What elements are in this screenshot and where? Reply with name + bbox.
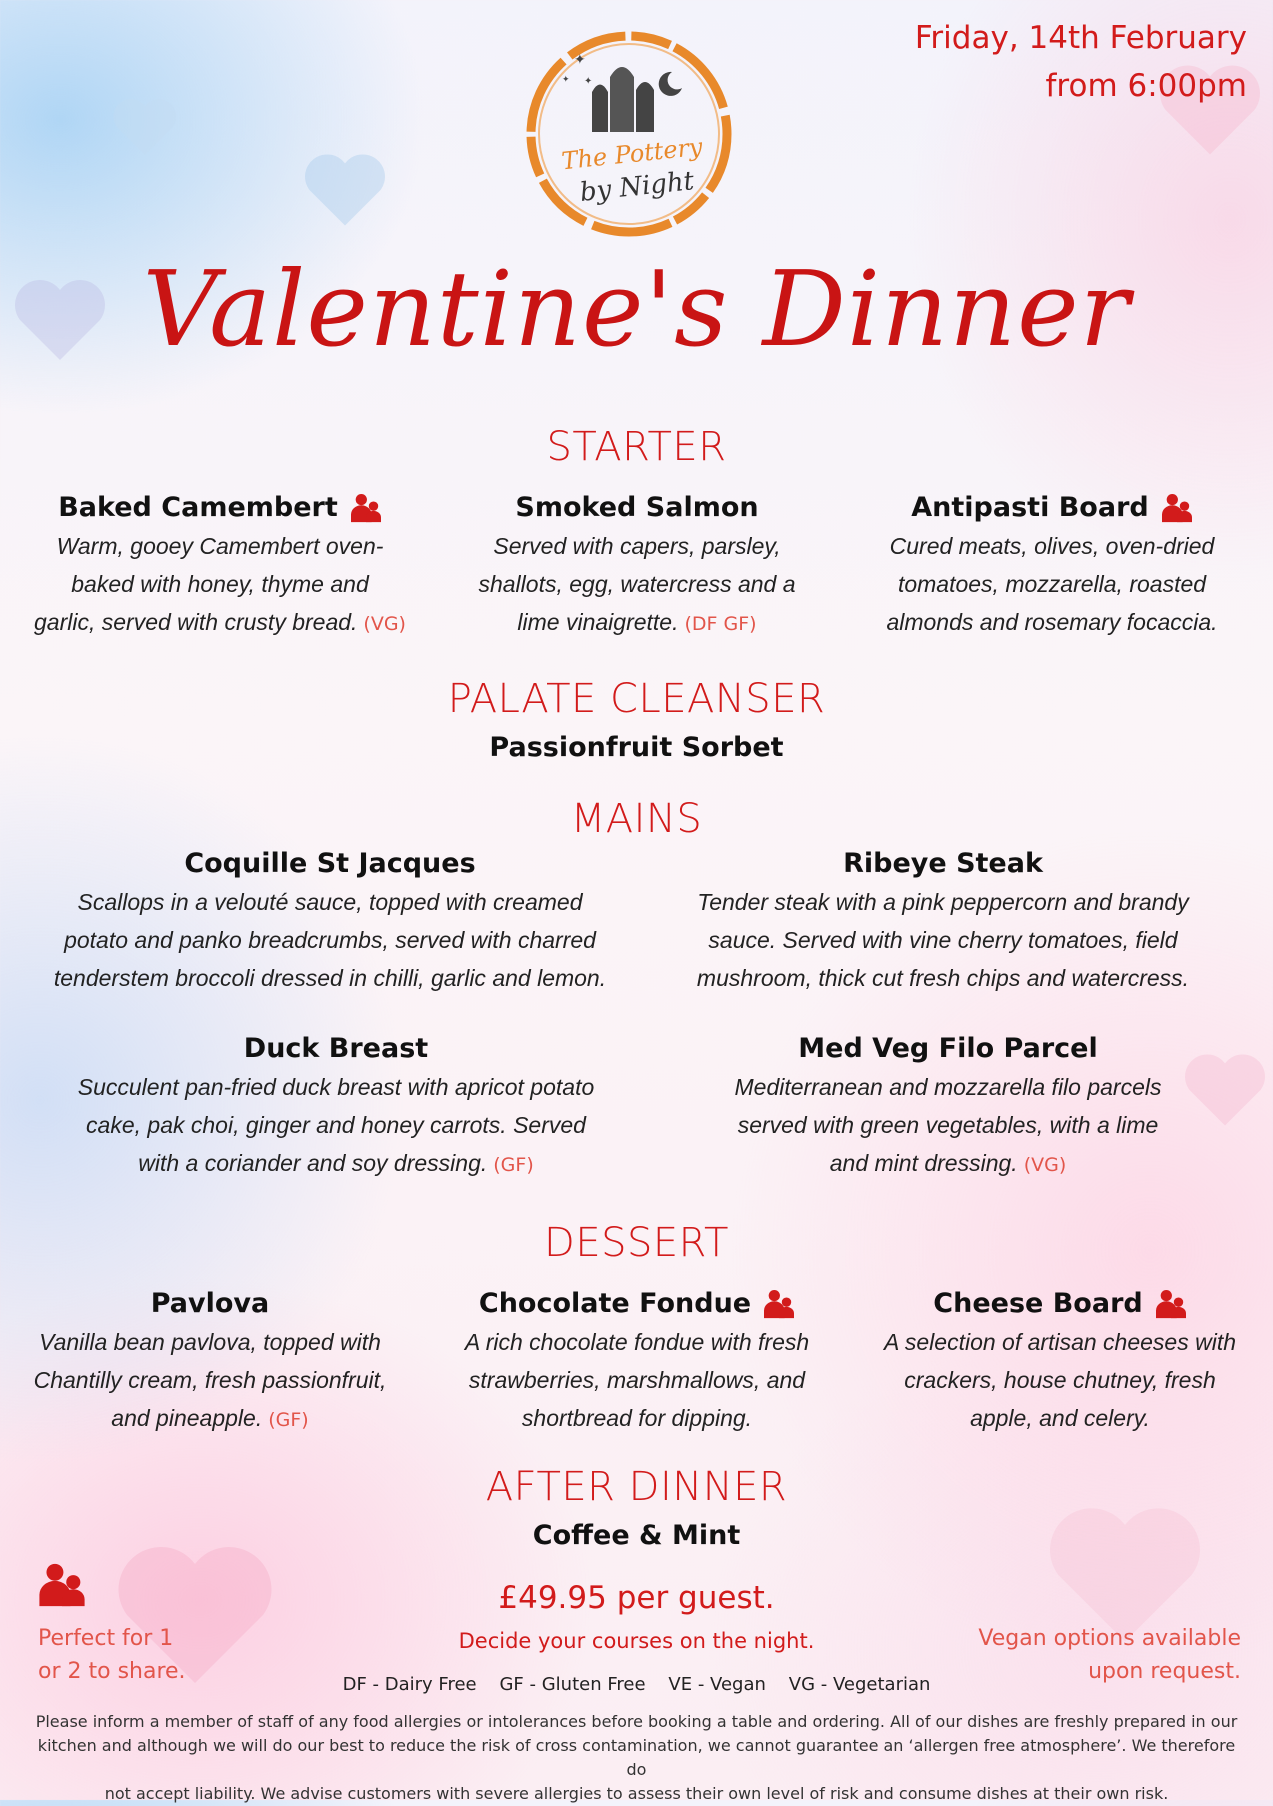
- allergy-notice: [28, 1710, 1245, 1806]
- menu-item: [648, 1033, 1248, 1184]
- diet-tag: (DF GF): [684, 613, 757, 635]
- item-name: Coquille St Jacques: [184, 848, 476, 879]
- desc-line: Served with capers, parsley,: [493, 533, 781, 559]
- item-description: [30, 1068, 642, 1184]
- desc-line: and pineapple. (GF): [111, 1405, 309, 1431]
- logo: [522, 22, 736, 244]
- desc-line: tomatoes, mozzarella, roasted: [897, 571, 1207, 597]
- desc-line: Chantilly cream, fresh passionfruit,: [33, 1367, 387, 1393]
- desc-line: mushroom, thick cut fresh chips and watercress.: [696, 965, 1190, 991]
- diet-tag: (VG): [363, 613, 406, 635]
- section-title-starter: STARTER: [546, 424, 727, 470]
- desc-line: apple, and celery.: [970, 1405, 1150, 1431]
- menu-item: [30, 848, 630, 997]
- item-description: [437, 527, 837, 643]
- item-description: [643, 883, 1243, 997]
- desc-line: Mediterranean and mozzarella filo parcels: [734, 1074, 1162, 1100]
- vegan-note-line: upon request.: [1088, 1659, 1241, 1684]
- item-name: Med Veg Filo Parcel: [798, 1033, 1098, 1064]
- allergy-line: Please inform a member of staff of any food allergies or intolerances before booking a table and ordering. All of our dishes are freshly prepared in our: [35, 1712, 1238, 1731]
- menu-item: [643, 848, 1243, 997]
- desc-line: garlic, served with crusty bread. (VG): [34, 609, 406, 635]
- item-name: Cheese Board: [933, 1288, 1143, 1319]
- svg-text:✦: ✦: [584, 76, 593, 87]
- menu-item: [0, 732, 1273, 763]
- diet-tag: (GF): [493, 1154, 534, 1176]
- desc-line: A selection of artisan cheeses with: [884, 1329, 1236, 1355]
- menu-item: [437, 492, 837, 643]
- desc-line: strawberries, marshmallows, and: [468, 1367, 806, 1393]
- menu-item: [852, 492, 1252, 641]
- svg-text:✦: ✦: [574, 51, 586, 67]
- section-title-dessert: DESSERT: [544, 1220, 729, 1266]
- heart-decoration-icon: [300, 150, 390, 230]
- share-people-icon: [763, 1289, 795, 1319]
- desc-line: Succulent pan-fried duck breast with apricot potato: [77, 1074, 595, 1100]
- item-description: [437, 1323, 837, 1437]
- section-title-mains: MAINS: [570, 796, 703, 842]
- desc-line: A rich chocolate fondue with fresh: [464, 1329, 810, 1355]
- item-name: Pavlova: [150, 1288, 270, 1319]
- desc-line: Scallops in a velouté sauce, topped with creamed: [77, 889, 583, 915]
- item-name: Chocolate Fondue: [478, 1288, 752, 1319]
- item-name-wrap: [58, 492, 382, 523]
- vegan-note-line: Vegan options available: [978, 1626, 1241, 1651]
- menu-item: [20, 492, 420, 643]
- item-name-wrap: [933, 1288, 1186, 1319]
- desc-line: with a coriander and soy dressing. (GF): [138, 1150, 534, 1176]
- desc-line: potato and panko breadcrumbs, served with charred: [64, 927, 596, 953]
- item-name: Smoked Salmon: [515, 492, 759, 523]
- price-subtitle: Decide your courses on the night.: [458, 1629, 815, 1653]
- item-description: [10, 1323, 410, 1439]
- event-date: Friday, 14th February: [914, 20, 1247, 56]
- item-description: [20, 527, 420, 643]
- heart-decoration-icon: [110, 95, 180, 159]
- desc-line: cake, pak choi, ginger and honey carrots. Served: [86, 1112, 586, 1138]
- desc-line: shortbread for dipping.: [521, 1405, 753, 1431]
- share-people-icon: [350, 493, 382, 523]
- desc-line: tenderstem broccoli dressed in chilli, garlic and lemon.: [53, 965, 607, 991]
- item-description: [30, 883, 630, 997]
- item-name: Ribeye Steak: [843, 848, 1043, 879]
- item-description: [858, 1323, 1262, 1437]
- desc-line: Tender steak with a pink peppercorn and brandy: [697, 889, 1189, 915]
- diet-key: DF - Dairy Free GF - Gluten Free VE - Vegan VG - Vegetarian: [342, 1674, 931, 1695]
- item-name: Passionfruit Sorbet: [489, 732, 784, 763]
- item-description: [648, 1068, 1248, 1184]
- desc-line: and mint dressing. (VG): [829, 1150, 1067, 1176]
- menu-item: [0, 1520, 1273, 1551]
- share-note-line: Perfect for 1: [38, 1626, 174, 1651]
- share-note-line: or 2 to share.: [38, 1659, 186, 1684]
- allergy-line: kitchen and although we will do our best to reduce the risk of cross contamination, we cannot guarantee an ‘allergen free atmosphere’. We therefore do: [37, 1736, 1236, 1779]
- item-description: [852, 527, 1252, 641]
- logo-subtext: by Night: [578, 166, 696, 208]
- menu-item: [437, 1288, 837, 1437]
- desc-line: Vanilla bean pavlova, topped with: [39, 1329, 381, 1355]
- page-title: Valentine's Dinner: [142, 248, 1131, 370]
- menu-item: [30, 1033, 642, 1184]
- desc-line: baked with honey, thyme and: [71, 571, 369, 597]
- desc-line: Cured meats, olives, oven-dried: [889, 533, 1215, 559]
- share-people-icon: [1161, 493, 1193, 523]
- desc-line: lime vinaigrette. (DF GF): [517, 609, 757, 635]
- desc-line: almonds and rosemary focaccia.: [886, 609, 1218, 635]
- svg-text:✦: ✦: [562, 74, 570, 84]
- item-name: Baked Camembert: [58, 492, 338, 523]
- item-name-wrap: [515, 492, 758, 523]
- desc-line: crackers, house chutney, fresh: [904, 1367, 1216, 1393]
- price: £49.95 per guest.: [498, 1580, 775, 1616]
- menu-item: [10, 1288, 410, 1439]
- item-name: Duck Breast: [243, 1033, 429, 1064]
- desc-line: sauce. Served with vine cherry tomatoes, field: [708, 927, 1178, 953]
- diet-tag: (VG): [1023, 1154, 1067, 1176]
- section-title-after-dinner: AFTER DINNER: [485, 1464, 788, 1510]
- section-title-palate: PALATE CLEANSER: [447, 676, 826, 722]
- menu-item: [858, 1288, 1262, 1437]
- item-name-wrap: [479, 1288, 795, 1319]
- diet-tag: (GF): [268, 1409, 309, 1431]
- item-name-wrap: [911, 492, 1192, 523]
- event-time: from 6:00pm: [1045, 68, 1247, 104]
- item-name: Antipasti Board: [911, 492, 1149, 523]
- desc-line: served with green vegetables, with a lime: [737, 1112, 1159, 1138]
- item-name: Coffee & Mint: [532, 1520, 741, 1551]
- desc-line: Warm, gooey Camembert oven-: [56, 533, 384, 559]
- share-people-icon: [1155, 1289, 1187, 1319]
- desc-line: shallots, egg, watercress and a: [478, 571, 796, 597]
- allergy-line: not accept liability. We advise customers with severe allergies to assess their own level of risk and consume dishes at their own risk.: [104, 1784, 1169, 1803]
- logo-text: The Pottery: [560, 132, 704, 176]
